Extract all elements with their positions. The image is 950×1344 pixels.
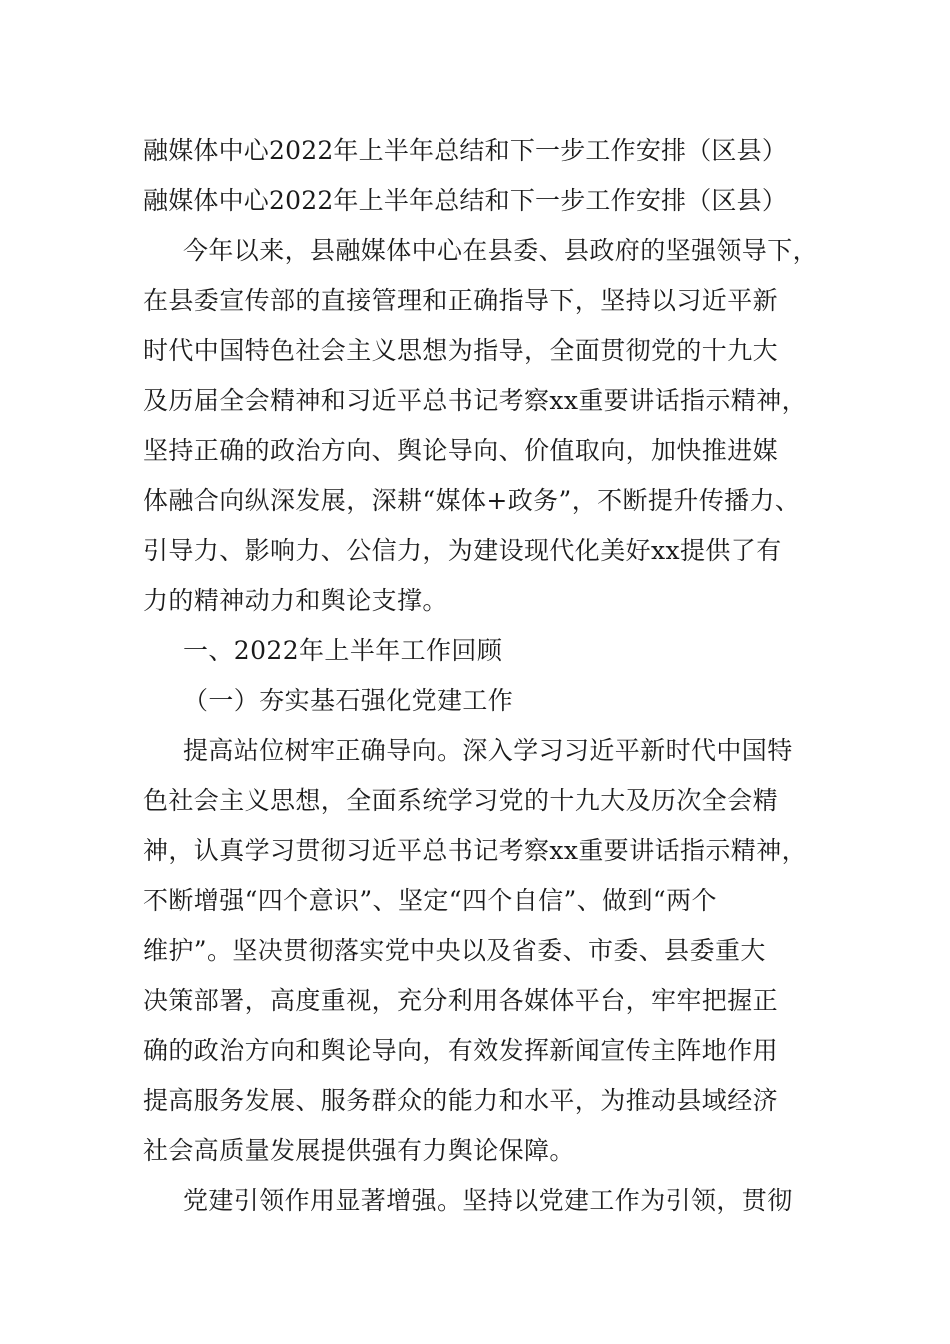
paragraph-line: 维护”。坚决贯彻落实党中央以及省委、市委、县委重大 [143, 936, 766, 965]
document-body [143, 126, 833, 1226]
paragraph-line: 确的政治方向和舆论导向，有效发挥新闻宣传主阵地作用 [143, 1036, 779, 1065]
section-heading: 一、2022年上半年工作回顾 [183, 636, 503, 665]
document-title-line: 融媒体中心2022年上半年总结和下一步工作安排（区县） [143, 136, 788, 165]
paragraph-line: 提高服务发展、服务群众的能力和水平，为推动县域经济 [143, 1086, 779, 1115]
paragraph-line: 社会高质量发展提供强有力舆论保障。 [143, 1136, 575, 1165]
paragraph-line: 时代中国特色社会主义思想为指导，全面贯彻党的十九大 [143, 336, 779, 365]
paragraph-line: 及历届全会精神和习近平总书记考察xx重要讲话指示精神， [143, 386, 808, 415]
paragraph-line: 在县委宣传部的直接管理和正确指导下，坚持以习近平新 [143, 286, 779, 315]
paragraph-line: 提高站位树牢正确导向。深入学习习近平新时代中国特 [183, 736, 793, 765]
paragraph-line: 引导力、影响力、公信力，为建设现代化美好xx提供了有 [143, 536, 782, 565]
paragraph-line: 坚持正确的政治方向、舆论导向、价值取向，加快推进媒 [143, 436, 779, 465]
paragraph-line: 不断增强“四个意识”、坚定“四个自信”、做到“两个 [143, 886, 717, 915]
paragraph-line: 体融合向纵深发展，深耕“媒体+政务”，不断提升传播力、 [143, 486, 801, 515]
subsection-heading: （一）夯实基石强化党建工作 [183, 686, 514, 715]
document-title-line: 融媒体中心2022年上半年总结和下一步工作安排（区县） [143, 186, 788, 215]
paragraph-line: 党建引领作用显著增强。坚持以党建工作为引领，贯彻 [183, 1186, 793, 1215]
paragraph-line: 决策部署，高度重视，充分利用各媒体平台，牢牢把握正 [143, 986, 779, 1015]
paragraph-line: 今年以来，县融媒体中心在县委、县政府的坚强领导下， [183, 236, 819, 265]
paragraph-line: 力的精神动力和舆论支撑。 [143, 586, 448, 615]
paragraph-line: 色社会主义思想，全面系统学习党的十九大及历次全会精 [143, 786, 779, 815]
paragraph-line: 神，认真学习贯彻习近平总书记考察xx重要讲话指示精神， [143, 836, 808, 865]
